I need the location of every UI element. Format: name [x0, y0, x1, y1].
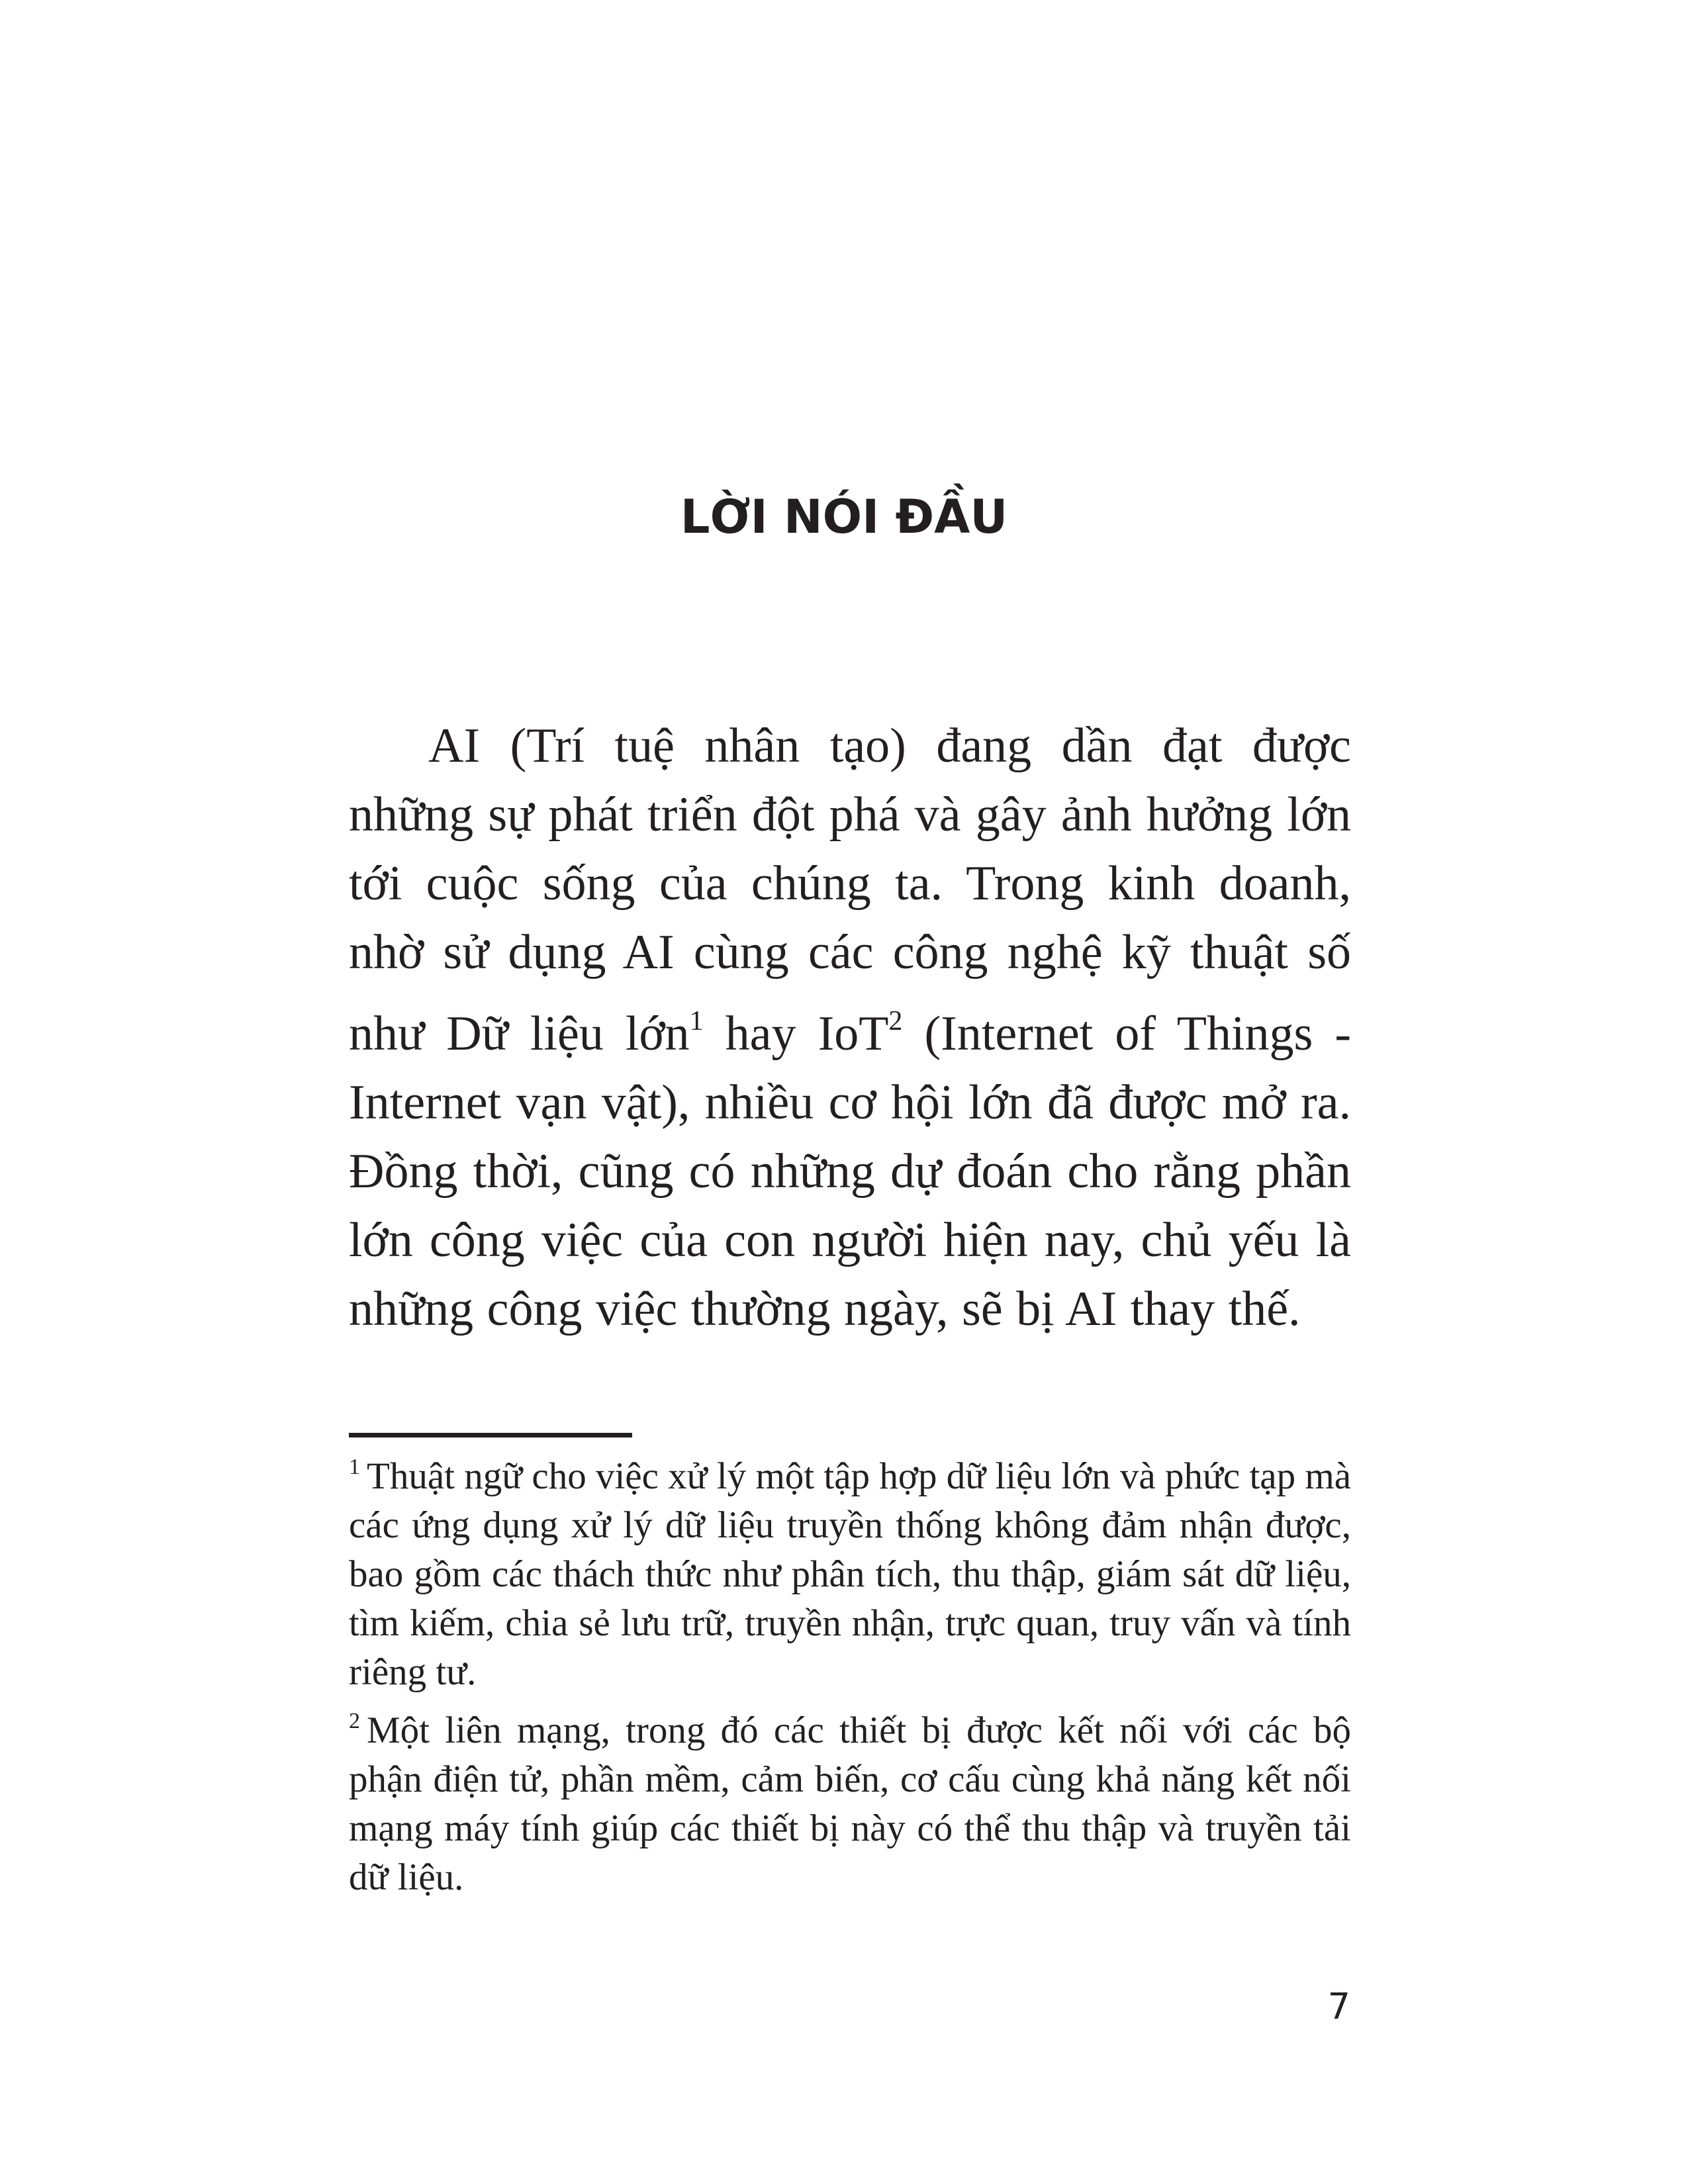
footnotes — [349, 1443, 1351, 1902]
page-heading: LỜI NÓI ĐẦU — [680, 490, 1008, 544]
page-number: 7 — [1327, 1985, 1350, 2027]
footnote-2 — [349, 1697, 1351, 1902]
paragraph-part-2: hay IoT — [703, 1007, 889, 1061]
footnote-2-mark: 2 — [349, 1709, 360, 1733]
footnote-ref-2: 2 — [888, 1006, 903, 1036]
footnote-separator — [349, 1433, 632, 1437]
footnote-1 — [349, 1443, 1351, 1697]
footnote-ref-1: 1 — [689, 1006, 704, 1036]
body-paragraph — [349, 711, 1351, 1343]
paragraph-part-3: (Internet of Things - Internet vạn vật), nhiều cơ hội lớn đã được mở ra. Đồng thời, cũng có những dự đoán cho rằng phần lớn công việc của con người hiện nay, chủ yếu là những công việc thường ngày, sẽ bị AI thay thế. — [349, 1007, 1351, 1336]
footnote-1-mark: 1 — [349, 1455, 360, 1479]
footnote-1-text: Thuật ngữ cho việc xử lý một tập hợp dữ liệu lớn và phức tạp mà các ứng dụng xử lý dữ liệu truyền thống không đảm nhận được, bao gồm các thách thức như phân tích, thu thập, giám sát dữ liệu, tìm kiếm, chia sẻ lưu trữ, truyền nhận, trực quan, truy vấn và tính riêng tư. — [349, 1455, 1351, 1693]
footnote-2-text: Một liên mạng, trong đó các thiết bị được kết nối với các bộ phận điện tử, phần mềm, cảm biến, cơ cấu cùng khả năng kết nối mạng máy tính giúp các thiết bị này có thể thu thập và truyền tải dữ liệu. — [349, 1709, 1351, 1898]
paragraph-part-1: AI (Trí tuệ nhân tạo) đang dần đạt được những sự phát triển đột phá và gây ảnh hưởng lớn tới cuộc sống của chúng ta. Trong kinh doanh, nhờ sử dụng AI cùng các công nghệ kỹ thuật số như Dữ liệu lớn — [349, 719, 1351, 1061]
